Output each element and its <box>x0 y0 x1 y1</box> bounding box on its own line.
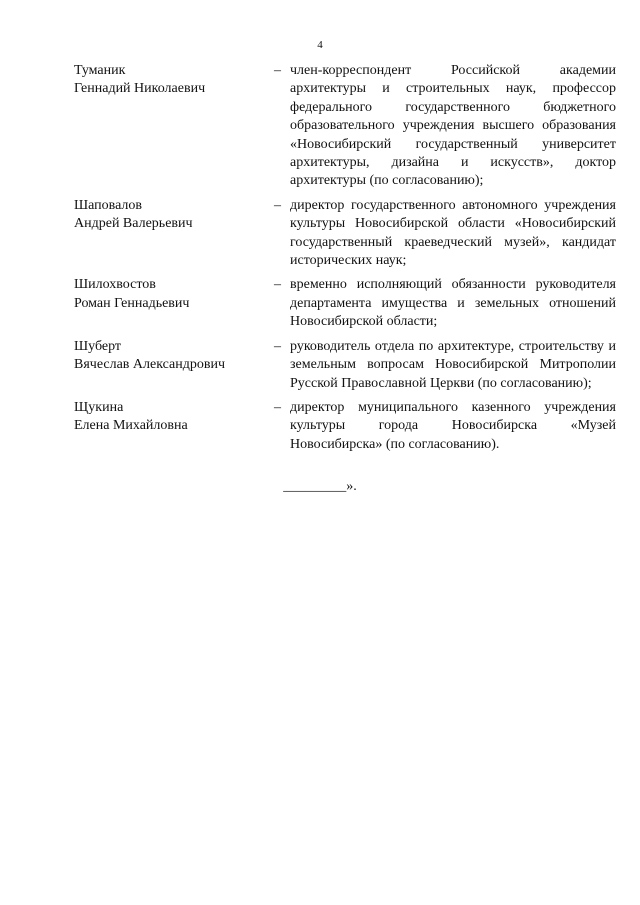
member-given-name: Роман Геннадьевич <box>74 295 190 311</box>
member-given-name: Вячеслав Александрович <box>74 357 226 373</box>
member-name <box>74 338 274 375</box>
member-entry <box>74 399 614 454</box>
closing-mark: _________». <box>283 479 357 494</box>
member-entry <box>74 276 614 331</box>
dash-separator: – <box>274 277 281 293</box>
dash-separator: – <box>274 63 281 78</box>
member-surname: Шуберт <box>74 338 122 354</box>
member-name <box>74 197 274 234</box>
member-given-name: Геннадий Николаевич <box>74 81 206 97</box>
member-position: руководитель отдела по архитектуре, строительству и земельным вопросам Новосибирской Митрополии Русской Православной Церкви (по согласованию); <box>290 338 616 391</box>
member-entry <box>74 62 614 191</box>
member-surname: Щукина <box>74 399 124 415</box>
member-position: временно исполняющий обязанности руководителя департамента имущества и земельных отношений Новосибирской области; <box>290 277 616 330</box>
member-name <box>74 399 274 436</box>
member-position: член-корреспондент Российской академии архитектуры и строительных наук, профессор федерального государственного бюджетного образовательного учреждения высшего образования «Новосибирский государственный университет архитектуры, дизайна и искусств», доктор архитектуры (по согласованию); <box>290 63 616 189</box>
member-list <box>74 62 614 460</box>
member-surname: Шаповалов <box>74 197 143 213</box>
page-number: 4 <box>317 39 323 51</box>
dash-separator: – <box>274 338 281 354</box>
member-name <box>74 62 274 99</box>
member-given-name: Елена Михайловна <box>74 418 188 434</box>
member-surname: Шилохвостов <box>74 277 156 293</box>
dash-separator: – <box>274 399 281 415</box>
member-position: директор муниципального казенного учреждения культуры города Новосибирска «Музей Новосибирска» (по согласованию). <box>290 399 616 452</box>
member-name <box>74 276 274 313</box>
member-entry <box>74 338 614 393</box>
member-position: директор государственного автономного учреждения культуры Новосибирской области «Новосибирский государственный краеведческий музей», кандидат исторических наук; <box>290 197 616 269</box>
member-surname: Туманик <box>74 63 126 78</box>
dash-separator: – <box>274 197 281 213</box>
member-given-name: Андрей Валерьевич <box>74 216 193 232</box>
member-entry <box>74 197 614 271</box>
